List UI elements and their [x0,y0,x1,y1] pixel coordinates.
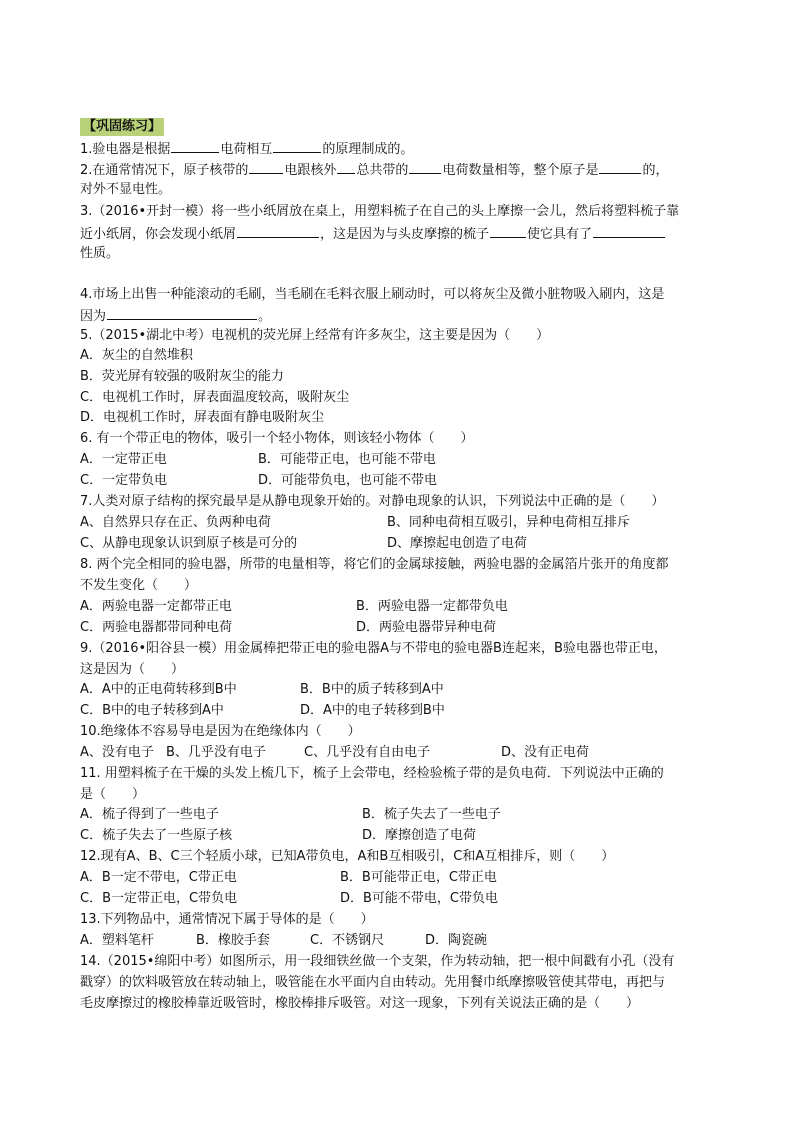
question-10: 10.绝缘体不容易导电是因为在绝缘体内（ ） [80,724,361,739]
blank [249,160,283,174]
question-11: 11. 用塑料梳子在干燥的头发上梳几下，梳子上会带电，经检验梳子带的是负电荷．下列说法中正确的 [80,766,664,781]
q12-option-b: B．B可能带正电，C带正电 [340,870,497,885]
q7-option-b: B、同种电荷相互吸引，异种电荷相互排斥 [387,515,630,530]
question-3: 3.（2016•开封一模）将一些小纸屑放在桌上，用塑料梳子在自己的头上摩擦一会儿，然后将塑料梳子靠 [80,204,680,219]
question-14: 14.（2015•绵阳中考）如图所示，用一段细铁丝做一个支架，作为转动轴，把一根中间戳有小孔（没有 [80,954,675,969]
blank [599,160,641,174]
question-11-cont: 是（ ） [80,787,146,802]
q9-option-c: C．B中的电子转移到A中 [80,703,224,718]
question-4-cont: 因为 。 [80,306,271,326]
q9-option-d: D．A中的电子转移到B中 [300,703,445,718]
question-8: 8. 两个完全相同的验电器，所带的电量相等，将它们的金属球接触，两验电器的金属箔片张开的角度都 [80,557,669,572]
q12-option-a: A．B一定不带电，C带正电 [80,870,237,885]
q13-option-b: B．橡胶手套 [196,933,270,948]
q13-option-d: D．陶瓷碗 [425,933,488,948]
question-1: 1.验电器是根据 电荷相互 的原理制成的。 [80,139,413,159]
q13-option-c: C．不锈钢尺 [310,933,385,948]
q5-option-b: B．荧光屏有较强的吸附灰尘的能力 [80,369,284,384]
question-8-cont: 不发生变化（ ） [80,578,198,593]
q7-option-d: D、摩擦起电创造了电荷 [387,536,528,551]
blank [107,306,257,320]
blank [337,160,355,174]
question-7: 7.人类对原子结构的探究最早是从静电现象开始的。对静电现象的认识，下列说法中正确的是（ ） [80,494,665,509]
q8-option-b: B．两验电器一定都带负电 [356,599,508,614]
blank [409,160,441,174]
blank [273,139,321,153]
q10-option-b: B、几乎没有电子 [166,745,266,760]
q11-option-d: D．摩擦创造了电荷 [362,828,477,843]
q6-option-d: D．可能带负电，也可能不带电 [258,473,438,488]
question-3-end: 性质。 [80,246,120,261]
q6-option-b: B．可能带正电，也可能不带电 [258,452,436,467]
question-9-cont: 这是因为（ ） [80,662,185,677]
q10-option-a: A、没有电子 [80,745,154,760]
question-9: 9.（2016•阳谷县一模）用金属棒把带正电的验电器A与不带电的验电器B连起来，B验电器也带正电， [80,641,667,656]
blank [490,224,526,238]
q11-option-b: B．梳子失去了一些电子 [362,807,501,822]
q8-option-d: D．两验电器带异种电荷 [356,620,497,635]
q5-option-a: A．灰尘的自然堆积 [80,348,193,363]
q5-option-c: C．电视机工作时，屏表面温度较高，吸附灰尘 [80,390,350,405]
q6-option-c: C．一定带负电 [80,473,168,488]
question-3-cont: 近小纸屑，你会发现小纸屑 ，这是因为与头皮摩擦的梳子 使它具有了 [80,224,666,244]
q7-option-c: C、从静电现象认识到原子核是可分的 [80,536,298,551]
q10-option-c: C、几乎没有自由电子 [304,745,431,760]
q9-option-b: B．B中的质子转移到A中 [300,682,444,697]
section-title: 【巩固练习】 [80,118,164,136]
q12-option-d: D．B可能不带电，C带负电 [340,891,499,906]
q6-option-a: A．一定带正电 [80,452,167,467]
question-14-line-3: 毛皮摩擦过的橡胶棒靠近吸管时，橡胶棒排斥吸管。对这一现象，下列有关说法正确的是（ ） [80,996,640,1011]
q13-option-a: A．塑料笔杆 [80,933,154,948]
q7-option-a: A、自然界只存在正、负两种电荷 [80,515,271,530]
question-4: 4.市场上出售一种能滚动的毛刷，当毛刷在毛料衣服上刷动时，可以将灰尘及微小脏物吸入刷内，这是 [80,287,665,302]
q5-option-d: D．电视机工作时，屏表面有静电吸附灰尘 [80,410,325,425]
blank [593,224,665,238]
q12-option-c: C．B一定带正电，C带负电 [80,891,238,906]
blank [237,224,319,238]
question-5: 5.（2015•湖北中考）电视机的荧光屏上经常有许多灰尘，这主要是因为（ ） [80,328,550,343]
blank [171,139,219,153]
q11-option-c: C．梳子失去了一些原子核 [80,828,233,843]
q8-option-c: C．两验电器都带同种电荷 [80,620,233,635]
question-6: 6. 有一个带正电的物体，吸引一个轻小物体，则该轻小物体（ ） [80,431,474,446]
question-13: 13.下列物品中，通常情况下属于导体的是（ ） [80,912,374,927]
question-2: 2.在通常情况下，原子核带的 电跟核外 总共带的 电荷数量相等，整个原子是 的， [80,160,668,180]
q9-option-a: A．A中的正电荷转移到B中 [80,682,237,697]
q10-option-d: D、没有正电荷 [501,745,590,760]
q11-option-a: A．梳子得到了一些电子 [80,807,219,822]
q8-option-a: A．两验电器一定都带正电 [80,599,232,614]
question-14-line-2: 戳穿）的饮料吸管放在转动轴上，吸管能在水平面内自由转动。先用餐巾纸摩擦吸管使其带电，再把与 [80,975,666,990]
question-12: 12.现有A、B、C三个轻质小球，已知A带负电，A和B互相吸引，C和A互相排斥，则（ ） [80,849,615,864]
question-2-cont: 对外不显电性。 [80,182,172,197]
